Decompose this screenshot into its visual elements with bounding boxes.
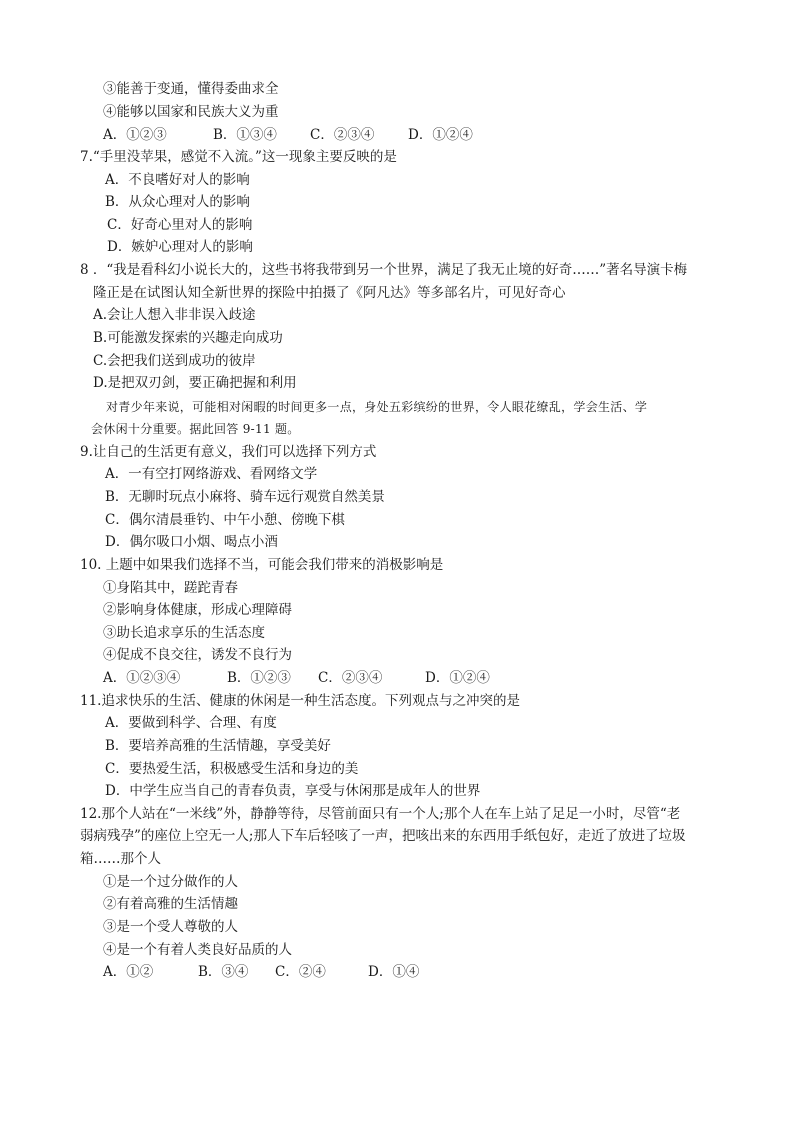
q6-option-a: A．①②③ [103,127,167,143]
q12-stem-line1: 12.那个人站在“一米线”外，静静等待，尽管前面只有一个人;那个人在车上站了足足一小时，尽管“老 [80,806,681,822]
q12-item-1: ①是一个过分做作的人 [103,874,238,890]
q9-option-b: B．无聊时玩点小麻将、骑车远行观赏自然美景 [105,489,385,505]
q8-option-a: A.会让人想入非非误入歧途 [93,307,256,323]
q7-option-a: A．不良嗜好对人的影响 [105,172,250,188]
q10-option-c: C．②③④ [318,670,383,686]
q7-stem: 7.“手里没苹果，感觉不入流。”这一现象主要反映的是 [80,149,397,165]
q7-option-b: B．从众心理对人的影响 [105,194,250,210]
q10-option-b: B．①②③ [227,670,291,686]
q10-item-4: ④促成不良交往，诱发不良行为 [103,647,292,663]
q9-stem: 9.让自己的生活更有意义，我们可以选择下列方式 [80,444,377,460]
passage-line1: 对青少年来说，可能相对闲暇的时间更多一点，身处五彩缤纷的世界，令人眼花缭乱，学会生活、学 [106,400,648,414]
q6-option-d: D．①②④ [408,127,473,143]
q12-options [103,963,703,981]
q7-option-d: D．嫉妒心理对人的影响 [107,239,253,255]
q8-option-c: C.会把我们送到成功的彼岸 [93,353,256,369]
q11-option-d: D．中学生应当自己的青春负责，享受与休闲那是成年人的世界 [105,783,481,799]
q8-option-b: B.可能激发探索的兴趣走向成功 [93,330,283,346]
q8-stem-line2: 隆正是在试图认知全新世界的探险中拍摄了《阿凡达》等多部名片，可见好奇心 [93,285,566,301]
q12-item-2: ②有着高雅的生活情趣 [103,896,238,912]
q10-option-d: D．①②④ [425,670,490,686]
q10-item-3: ③助长追求享乐的生活态度 [103,625,265,641]
q12-option-a: A．①② [103,964,154,980]
q8-option-d: D.是把双刃剑，要正确把握和利用 [93,375,297,391]
q10-item-2: ②影响身体健康，形成心理障碍 [103,602,292,618]
q12-option-b: B．③④ [198,964,249,980]
q9-option-c: C．偶尔清晨垂钓、中午小憩、傍晚下棋 [105,512,345,528]
q6-item-3: ③能善于变通，懂得委曲求全 [103,81,279,97]
q10-options [103,669,703,687]
q11-stem: 11.追求快乐的生活、健康的休闲是一种生活态度。下列观点与之冲突的是 [80,693,520,709]
passage-line2: 会休闲十分重要。据此回答 9-11 题。 [91,422,300,436]
q9-option-d: D．偶尔吸口小烟、喝点小酒 [105,534,278,550]
q10-stem: 10. 上题中如果我们选择不当，可能会我们带来的消极影响是 [80,557,444,573]
q6-option-b: B．①③④ [213,127,277,143]
q10-item-1: ①身陷其中，蹉跎青春 [103,580,238,596]
q6-option-c: C．②③④ [310,127,375,143]
q11-option-a: A．要做到科学、合理、有度 [105,715,277,731]
q12-item-3: ③是一个受人尊敬的人 [103,919,238,935]
q10-option-a: A．①②③④ [103,670,181,686]
q9-option-a: A．一有空打网络游戏、看网络文学 [105,466,318,482]
q11-option-c: C．要热爱生活，积极感受生活和身边的美 [105,761,359,777]
q12-option-d: D．①④ [368,964,420,980]
q6-item-4: ④能够以国家和民族大义为重 [103,104,279,120]
q12-option-c: C．②④ [275,964,326,980]
q6-options [103,126,703,144]
q7-option-c: C．好奇心里对人的影响 [107,217,253,233]
q12-item-4: ④是一个有着人类良好品质的人 [103,942,292,958]
q12-stem-line3: 箱……那个人 [80,851,161,867]
q11-option-b: B．要培养高雅的生活情趣，享受美好 [105,738,331,754]
q8-stem-line1: 8 ．“我是看科幻小说长大的，这些书将我带到另一个世界，满足了我无止境的好奇……”著名导演卡梅 [80,262,688,278]
q12-stem-line2: 弱病残孕”的座位上空无一人;那人下车后轻咳了一声，把咳出来的东西用手纸包好，走近了放进了垃圾 [80,828,686,844]
